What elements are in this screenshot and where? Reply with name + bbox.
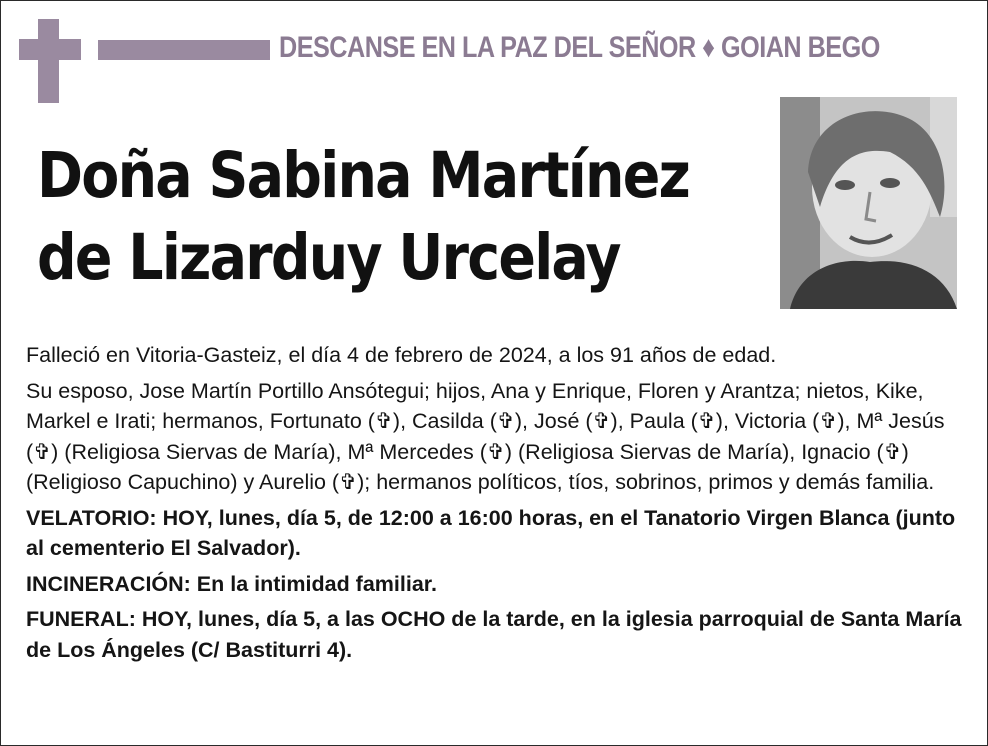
velatorio-paragraph: VELATORIO: HOY, lunes, día 5, de 12:00 a 16:00 horas, en el Tanatorio Virgen Blanca (junto al cementerio El Salvador). (26, 505, 956, 560)
portrait-photo (780, 97, 957, 309)
latin-cross-icon-arm (19, 39, 81, 60)
family-paragraph: Su esposo, Jose Martín Portillo Ansótegui; hijos, Ana y Enrique, Floren y Arantza; nietos, Kike, Markel e Irati; hermanos, Fortunato (✞), Casilda (✞), José (✞), Paula (✞), Victoria (✞), Mª Jesús (✞) (Religiosa Siervas de María), Mª Mercedes (✞) (Religiosa Siervas de María), Ignacio (✞) (Religioso Capuchino) y Aurelio (✞); hermanos políticos, tíos, sobrinos, primos y demás familia. (26, 378, 945, 494)
deceased-name-line2: de Lizarduy Urcelay (37, 221, 620, 294)
death-paragraph: Falleció en Vitoria-Gasteiz, el día 4 de febrero de 2024, a los 91 años de edad. (26, 343, 777, 367)
notice-body (26, 340, 966, 670)
deceased-name (37, 135, 689, 299)
deceased-name-line1: Doña Sabina Martínez (37, 139, 690, 212)
header-rule (98, 40, 270, 60)
header-motto: DESCANSE EN LA PAZ DEL SEÑOR ♦ GOIAN BEGO (279, 31, 880, 64)
latin-cross-icon (38, 19, 59, 103)
incineracion-paragraph: INCINERACIÓN: En la intimidad familiar. (26, 571, 437, 596)
funeral-paragraph: FUNERAL: HOY, lunes, día 5, a las OCHO de la tarde, en la iglesia parroquial de Santa María de Los Ángeles (C/ Bastiturri 4). (26, 607, 962, 662)
